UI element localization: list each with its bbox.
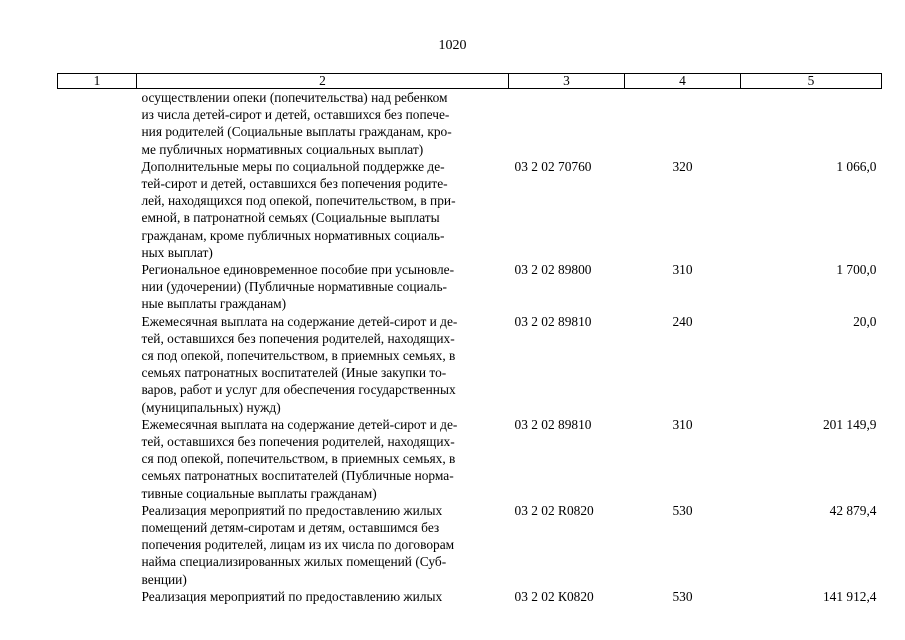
column-header-5: 5 xyxy=(741,74,882,89)
row-index-cell xyxy=(58,313,137,416)
row-name: Ежемесячная выплата на содержание детей-сирот и де- тей, оставшихся без попечения родителей, находящих- ся под опекой, попечительством, в приемных семьях, в семьях патронатных воспитателей (Иные закупки то- варов, работ и услуг для обеспечения государственных (муниципальных) нужд) xyxy=(141,313,458,415)
row-expense-type xyxy=(625,89,741,158)
table-row xyxy=(58,158,882,261)
row-amount: 201 149,9 xyxy=(822,416,877,432)
row-index-cell xyxy=(58,502,137,588)
row-amount: 1 700,0 xyxy=(836,262,877,278)
table-row xyxy=(58,502,882,588)
row-expense-type: 530 xyxy=(672,502,693,518)
table-row xyxy=(58,313,882,416)
row-code xyxy=(509,89,625,158)
row-amount: 42 879,4 xyxy=(829,502,877,518)
budget-table xyxy=(57,73,882,605)
row-name: осуществлении опеки (попечительства) над ребенком из числа детей-сирот и детей, оставшихся без попече- ния родителей (Социальные выплаты гражданам, кро- ме публичных нормативных социальных выплат) xyxy=(141,90,452,157)
table-row xyxy=(58,416,882,502)
row-name: Реализация мероприятий по предоставлению жилых xyxy=(141,588,443,604)
row-expense-type: 310 xyxy=(672,416,693,432)
row-code: 03 2 02 70760 xyxy=(514,158,592,174)
column-header-3: 3 xyxy=(509,74,625,89)
row-amount: 141 912,4 xyxy=(822,588,877,604)
row-amount xyxy=(741,89,882,158)
row-name: Ежемесячная выплата на содержание детей-сирот и де- тей, оставшихся без попечения родителей, находящих- ся под опекой, попечительством, в приемных семьях, в семьях патронатных воспитателей (Публичные норма- тивные социальные выплаты гражданам) xyxy=(141,416,458,501)
row-name: Дополнительные меры по социальной поддержке де- тей-сирот и детей, оставшихся без попечения родите- лей, находящихся под опекой, попечительством, в при- емной, в патронатной семьях (Социальные выплаты гражданам, кроме публичных нормативных социаль- ных выплат) xyxy=(141,158,456,260)
row-expense-type: 320 xyxy=(672,158,693,174)
row-index-cell xyxy=(58,416,137,502)
row-index-cell xyxy=(58,89,137,158)
table-row xyxy=(58,261,882,313)
page-number: 1020 xyxy=(438,38,467,53)
row-expense-type: 530 xyxy=(672,588,693,604)
row-index-cell xyxy=(58,261,137,313)
row-code: 03 2 02 89810 xyxy=(514,416,592,432)
row-expense-type: 310 xyxy=(672,262,693,278)
row-index-cell xyxy=(58,588,137,605)
column-header-1: 1 xyxy=(58,74,137,89)
column-header-4: 4 xyxy=(625,74,741,89)
row-code: 03 2 02 89800 xyxy=(514,262,592,278)
row-index-cell xyxy=(58,158,137,261)
column-header-2: 2 xyxy=(137,74,509,89)
row-name: Реализация мероприятий по предоставлению жилых помещений детям-сиротам и детям, оставшимся без попечения родителей, лицам из их числа по договорам найма специализированных жилых помещений (Суб- венции) xyxy=(141,502,455,587)
row-code: 03 2 02 R0820 xyxy=(514,502,594,518)
row-name: Региональное единовременное пособие при усыновле- нии (удочерении) (Публичные нормативные социаль- ные выплаты гражданам) xyxy=(141,262,455,312)
row-amount: 1 066,0 xyxy=(836,158,877,174)
table-row xyxy=(58,89,882,158)
row-code: 03 2 02 89810 xyxy=(514,313,592,329)
table-header-row xyxy=(58,74,882,89)
row-amount: 20,0 xyxy=(853,313,877,329)
row-code: 03 2 02 К0820 xyxy=(514,588,594,604)
table-row xyxy=(58,588,882,605)
row-expense-type: 240 xyxy=(672,313,693,329)
